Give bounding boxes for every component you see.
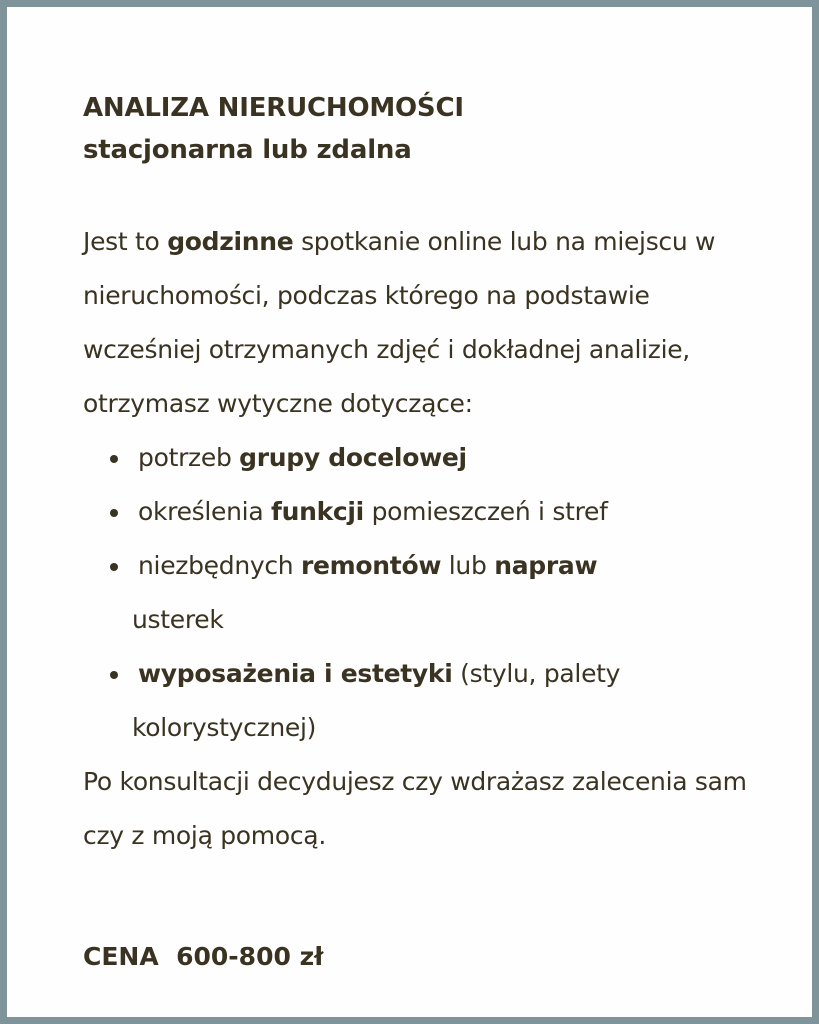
list-item-text: lub <box>441 551 495 580</box>
list-item <box>83 485 773 539</box>
intro-text-2: spotkanie online lub na miejscu w nieruchomości, podczas którego na podstawie wcześniej otrzymanych zdjęć i dokładnej analizie, otrzymasz wytyczne dotyczące: <box>83 227 716 418</box>
list-item-text: pomieszczeń i stref <box>363 497 608 526</box>
bullet-icon <box>110 509 118 517</box>
list-item-bold: funkcji <box>271 497 364 526</box>
intro-text-1: Jest to <box>83 227 168 256</box>
list-item <box>83 431 773 485</box>
bullet-icon <box>110 671 118 679</box>
list-item-bold: wyposażenia i estetyki <box>138 659 453 688</box>
list-item-bold: napraw <box>494 551 598 580</box>
price-line <box>83 937 323 977</box>
bullet-list <box>83 431 773 755</box>
title-line-2: stacjonarna lub zdalna <box>83 135 412 165</box>
list-item-continuation: kolorystycznej) <box>132 713 317 742</box>
outro-paragraph: Po konsultacji decydujesz czy wdrażasz zalecenia sam czy z moją pomocą. <box>83 767 747 850</box>
list-item-bold: grupy docelowej <box>239 443 467 472</box>
list-item-text: niezbędnych <box>138 551 301 580</box>
bullet-icon <box>110 563 118 571</box>
list-item-text: potrzeb <box>138 443 240 472</box>
intro-paragraph <box>83 215 773 431</box>
intro-bold: godzinne <box>167 227 294 256</box>
list-item <box>83 539 773 647</box>
page-title <box>83 87 464 171</box>
list-item <box>83 647 773 755</box>
list-item-bold: remontów <box>301 551 442 580</box>
title-line-1: ANALIZA NIERUCHOMOŚCI <box>83 93 464 123</box>
price-value: 600-800 zł <box>176 942 324 971</box>
offer-card <box>7 7 812 1017</box>
bullet-icon <box>110 455 118 463</box>
list-item-text: (stylu, palety <box>452 659 621 688</box>
price-label: CENA <box>83 942 159 971</box>
list-item-continuation: usterek <box>132 605 224 634</box>
list-item-text: określenia <box>138 497 271 526</box>
description <box>83 215 773 863</box>
